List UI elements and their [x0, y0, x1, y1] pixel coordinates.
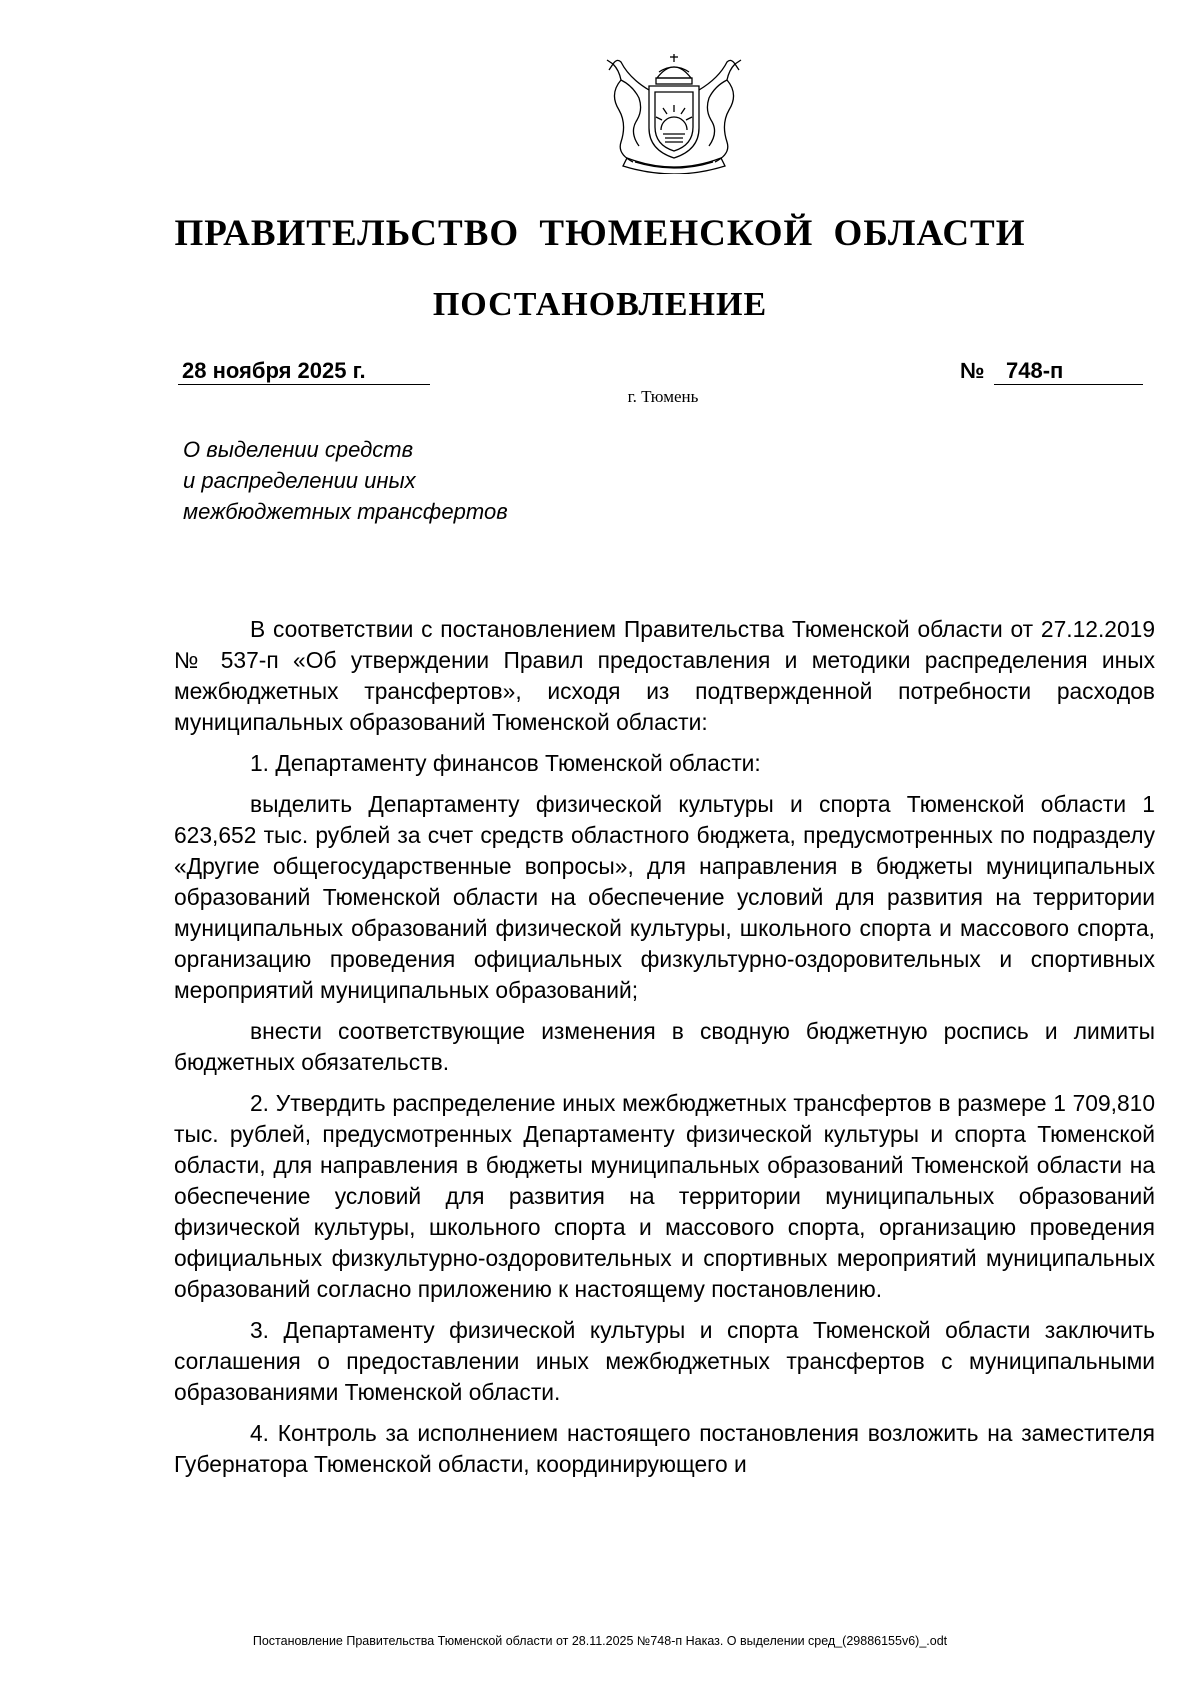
document-subject: [183, 434, 508, 527]
number-underline: [994, 358, 1143, 385]
government-title: ПРАВИТЕЛЬСТВО ТЮМЕНСКОЙ ОБЛАСТИ: [174, 213, 1026, 254]
number-field: [960, 358, 1143, 384]
document-body: [174, 614, 1155, 1480]
subject-line: О выделении средств: [183, 437, 414, 462]
subject-line: межбюджетных трансфертов: [183, 499, 508, 524]
document-date: 28 ноября 2025 г.: [182, 358, 366, 383]
number-sign: №: [960, 358, 985, 383]
coat-of-arms-icon: [599, 50, 749, 174]
body-paragraph-item-4: 4. Контроль за исполнением настоящего постановления возложить на заместителя Губернатора Тюменской области, координирующего и: [174, 1420, 1155, 1477]
body-paragraph-preamble: В соответствии с постановлением Правительства Тюменской области от 27.12.2019 № 537-п «Об утверждении Правил предоставления и методики распределения иных межбюджетных трансфертов», исходя из подтвержденной потребности расходов муниципальных образований Тюменской области:: [174, 616, 1155, 735]
body-paragraph-item-1: 1. Департаменту финансов Тюменской области:: [250, 750, 761, 776]
document-number: 748-п: [1006, 358, 1064, 383]
body-paragraph-item-2: 2. Утвердить распределение иных межбюджетных трансфертов в размере 1 709,810 тыс. рублей, предусмотренных Департаменту физической культуры и спорта Тюменской области, для направления в бюджеты муниципальных образований Тюменской области на обеспечение условий для развития на территории муниципальных образований физической культуры, школьного спорта и массового спорта, организацию проведения официальных физкультурно-оздоровительных и спортивных мероприятий муниципальных образований согласно приложению к настоящему постановлению.: [174, 1090, 1155, 1302]
body-paragraph-item-1-amend: внести соответствующие изменения в сводную бюджетную роспись и лимиты бюджетных обязательств.: [174, 1018, 1155, 1075]
document-type: ПОСТАНОВЛЕНИЕ: [432, 286, 768, 323]
body-paragraph-item-1-allocate: выделить Департаменту физической культуры и спорта Тюменской области 1 623,652 тыс. рублей за счет средств областного бюджета, предусмотренных по подразделу «Другие общегосударственные вопросы», для направления в бюджеты муниципальных образований Тюменской области на обеспечение условий для развития на территории муниципальных образований физической культуры, школьного спорта и массового спорта, организацию проведения официальных физкультурно-оздоровительных и спортивных мероприятий муниципальных образований;: [174, 791, 1155, 1003]
body-paragraph-item-3: 3. Департаменту физической культуры и спорта Тюменской области заключить соглашения о предоставлении иных межбюджетных трансфертов с муниципальными образованиями Тюменской области.: [174, 1317, 1155, 1405]
date-field: [178, 358, 430, 385]
page-footer: Постановление Правительства Тюменской области от 28.11.2025 №748-п Наказ. О выделении сред_(29886155v6)_.odt: [252, 1634, 948, 1648]
city-name: г. Тюмень: [627, 387, 699, 406]
subject-line: и распределении иных: [183, 468, 416, 493]
